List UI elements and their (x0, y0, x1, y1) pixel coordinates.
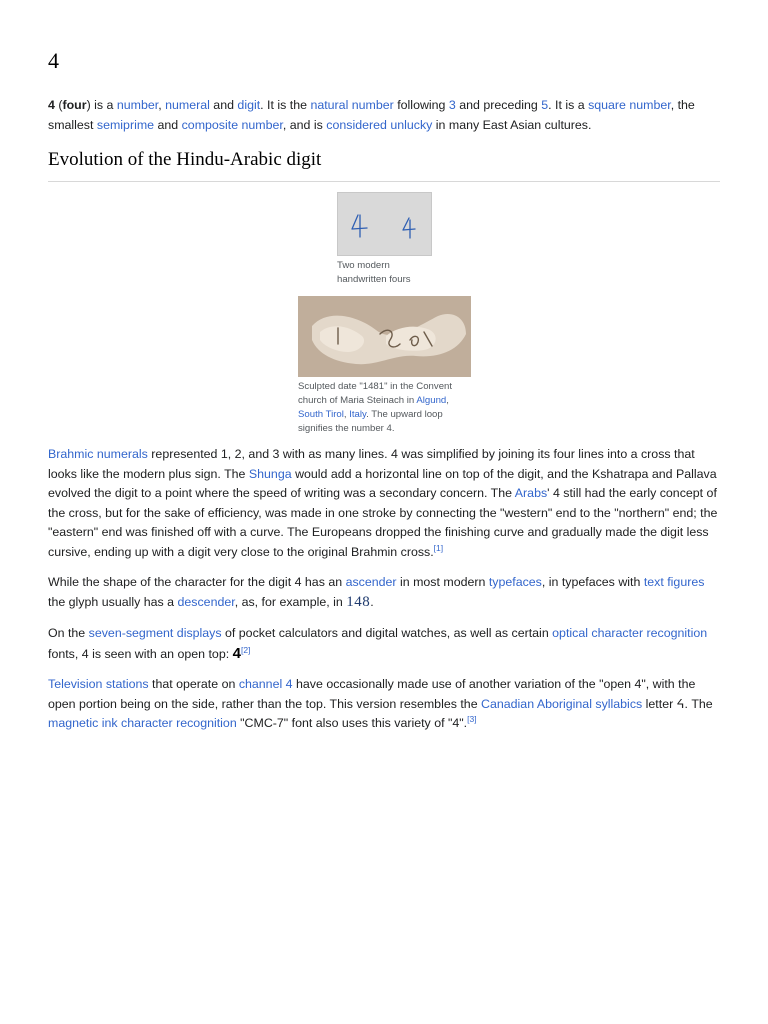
paragraph-text: ' 4 still had the early concept of the cross, but for the sake of efficiency, was made in one stroke by connecting the "western" end to the "northern" end; the "eastern" end was finished off with a curve. The Europeans dropped the finishing curve and gradually made the digit less cursive, ending up with a digit very close to the original Brahmin cross. (48, 486, 718, 559)
link-algund[interactable]: Algund (416, 395, 447, 406)
text-figures-example: 148 (346, 593, 371, 610)
link-digit[interactable]: digit (237, 98, 261, 112)
intro-text: in many East Asian cultures. (432, 117, 592, 132)
paragraph-text: represented 1, 2, and 3 with as many lines. 4 was simplified by joining its four lines into a cross that looks like the modern plus sign. The (48, 447, 695, 481)
link-magnetic-ink-character-recognition[interactable]: magnetic ink character recognition (48, 716, 237, 731)
link-considered-unlucky[interactable]: considered unlucky (326, 117, 433, 132)
intro-text: following (393, 98, 449, 112)
link-optical-character-recognition[interactable]: optical character recognition (552, 626, 708, 640)
caption-text: . The upward loop signifies the number 4. (298, 409, 443, 434)
figure-caption: Two modern handwritten fours (337, 260, 411, 285)
reference-link[interactable]: [2] (240, 644, 251, 655)
intro-term-name: four (62, 98, 87, 112)
intro-text: , the smallest (48, 98, 695, 132)
link-south-tirol[interactable]: South Tirol (298, 409, 344, 420)
body-paragraph (48, 624, 720, 664)
caption-text: , (343, 409, 350, 420)
paragraph-text: While the shape of the character for the digit 4 has an (48, 575, 346, 589)
page-title: 4 (48, 48, 59, 73)
link-seven-segment-displays[interactable]: seven-segment displays (88, 626, 222, 640)
handwritten-fours-image[interactable] (337, 192, 432, 256)
paragraph-text: "CMC-7" font also uses this variety of "4". (236, 716, 468, 731)
intro-text: and (154, 117, 182, 132)
link-arabs[interactable]: Arabs (514, 486, 548, 501)
paragraph-text: letter (642, 696, 677, 711)
link-italy[interactable]: Italy (349, 409, 367, 420)
paragraph-text: On the (48, 626, 89, 640)
link-shunga[interactable]: Shunga (248, 466, 292, 481)
link-text-figures[interactable]: text figures (643, 575, 705, 589)
link-square-number[interactable]: square number (588, 98, 671, 112)
link-ascender[interactable]: ascender (345, 575, 397, 589)
paragraph-text: in most modern (396, 575, 489, 589)
body-paragraph (48, 445, 720, 563)
paragraph-text: the glyph usually has a (48, 594, 178, 609)
intro-text: ( (54, 98, 63, 112)
paragraph-text: . The (684, 696, 713, 711)
caption-text: , (446, 395, 449, 406)
intro-text: , and is (282, 117, 327, 132)
paragraph-text: that operate on (148, 677, 239, 691)
section-heading: Evolution of the Hindu-Arabic digit (48, 149, 720, 182)
link-3[interactable]: 3 (448, 98, 456, 112)
link-canadian-aboriginal-syllabics[interactable]: Canadian Aboriginal syllabics (481, 696, 643, 711)
paragraph-text: fonts, 4 is seen with an open top: (48, 646, 233, 661)
paragraph-text: have occasionally made use of another variation of the "open 4", with the open portion being on the side, rather than the top. This version resembles the (48, 677, 696, 711)
paragraph-text: would add a horizontal line on top of the digit, and the Kshatrapa and Pallava evolved the digit to a point where the speed of writing was a secondary concern. The (48, 466, 717, 501)
link-brahmic-numerals[interactable]: Brahmic numerals (48, 447, 148, 461)
open-four-glyph: 4 (232, 644, 241, 662)
link-composite-number[interactable]: composite number (181, 117, 283, 132)
paragraph-text: , in typefaces with (541, 575, 644, 589)
intro-text: and preceding (455, 98, 542, 112)
syllabic-letter: ᔦ (676, 696, 685, 711)
link-descender[interactable]: descender (177, 594, 235, 609)
figure-handwritten-fours (337, 192, 432, 287)
link-semiprime[interactable]: semiprime (96, 117, 155, 132)
intro-text: ) is a (86, 98, 117, 112)
intro-term: 4 (48, 98, 55, 112)
intro-text: and (209, 98, 238, 112)
paragraph-text: . (370, 594, 374, 609)
reference-link[interactable]: [3] (467, 714, 477, 725)
caption-text: Sculpted date "1481" in the Convent church of Maria Steinach in (298, 381, 453, 406)
link-number[interactable]: number (116, 98, 159, 112)
sculpted-date-image[interactable] (298, 296, 471, 377)
link-television-stations[interactable]: Television stations (48, 677, 149, 691)
link-natural-number[interactable]: natural number (310, 98, 394, 112)
paragraph-text: , as, for example, in (234, 594, 347, 609)
intro-text: . It is the (260, 98, 311, 112)
reference-link[interactable]: [1] (433, 542, 444, 553)
link-numeral[interactable]: numeral (165, 98, 210, 112)
link-5[interactable]: 5 (541, 98, 549, 112)
link-typefaces[interactable]: typefaces (488, 575, 542, 589)
paragraph-text: of pocket calculators and digital watches, as well as certain (221, 626, 553, 640)
figure-caption (298, 380, 468, 436)
intro-text: , (158, 98, 166, 112)
intro-text: . It is a (548, 98, 589, 112)
body-paragraph (48, 573, 720, 612)
body-paragraph (48, 675, 720, 734)
figure-sculpted-date (298, 296, 471, 436)
intro-paragraph (48, 96, 720, 135)
link-channel-4[interactable]: channel 4 (238, 677, 293, 691)
